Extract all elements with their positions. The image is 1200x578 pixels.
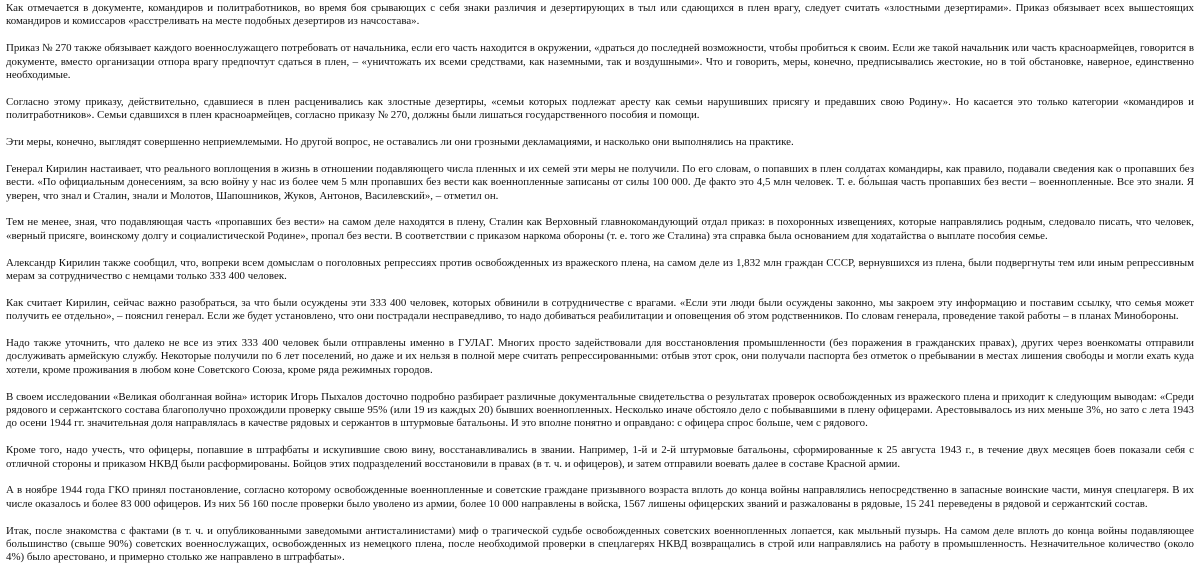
paragraph-9: Надо также уточнить, что далеко не все из этих 333 400 человек были отправлены именно в ГУЛАГ. Многих просто задействовали для восстановления промышленности (без поражения в гражданских правах), других через военкоматы отправили дослуживать армейскую службу. Некоторые получили по 6 лет поселений, но даже и их нельзя в полной мере считать репрессированными: отбыв этот срок, они получали паспорта без отметок о пребывании в местах лишения свободы и могли ехать куда хотели, кроме проживания в любом коне Советского Союза, кроме ряда режимных городов.: [6, 337, 1194, 376]
article-body: [6, 2, 1194, 578]
paragraph-5: Генерал Кирилин настаивает, что реального воплощения в жизнь в отношении подавляющего числа пленных и их семей эти меры не получили. По его словам, о попавших в плен солдатах командиры, как правило, подавали сведения как о пропавших без вести. «По официальным донесениям, за всю войну у нас из более чем 5 млн пропавших без вести как военнопленные записаны от силы 100 000. Де факто это 4,5 млн человек. Т. е. бо́льшая часть пропавших без вести – военнопленные. Все это знали. Я уверен, что знал и Сталин, знали и Молотов, Шапошников, Жуков, Антонов, Василевский», – отметил он.: [6, 162, 1194, 202]
paragraph-8: Как считает Кирилин, сейчас важно разобраться, за что были осуждены эти 333 400 человек, которых обвинили в сотрудничестве с врагами. «Если эти люди были осуждены законно, мы закроем эту информацию и поставим ссылку, что семья может получить ее отдельно», – пояснил генерал. Если же будет установлено, что они пострадали несправедливо, то надо добиваться реабилитации и оповещения об этом родственников. По словам генерала, проведение такой работы – в планах Минобороны.: [6, 296, 1194, 323]
paragraph-11: Кроме того, надо учесть, что офицеры, попавшие в штрафбаты и искупившие свою вину, восстанавливались в звании. Например, 1-й и 2-й штурмовые батальоны, сформированные к 25 августа 1943 г., в течение двух месяцев боев показали себя с отличной стороны и приказом НКВД были расформированы. Бойцов этих подразделений восстановили в правах (в т. ч. и офицеров), и затем отправили воевать далее в составе Красной армии.: [6, 444, 1194, 470]
paragraph-10: В своем исследовании «Великая оболганная война» историк Игорь Пыхалов досточно подробно разбирает различные документальные свидетельства о результатах проверок освобожденных из вражеского плена и приходит к следующим выводам: «Среди рядового и сержантского состава благополучно прохождили проверку свыше 95% (или 19 из каждых 20) бывших военнопленных. Несколько иначе обстояло дело с побывавшими в плену офицерами. Арестовывалось из них меньше 3%, но зато с лета 1943 до осени 1944 гг. значительная доля направлялась в качестве рядовых и сержантов в штурмовые батальоны. И это вполне понятно и оправдано: с офицера спрос больше, чем с рядового.: [6, 390, 1194, 430]
paragraph-3: Согласно этому приказу, действительно, сдавшиеся в плен расценивались как злостные дезертиры, «семьи которых подлежат аресту как семьи нарушивших присягу и предавших свою Родину». Но касается это только категории «командиров и политработников». Семьи сдавшихся в плен красноармейцев, согласно приказу № 270, должны были лишаться государственного пособия и помощи.: [6, 95, 1194, 122]
paragraph-12: А в ноябре 1944 года ГКО принял постановление, согласно которому освобожденные военнопленные и советские граждане призывного возраста вплоть до конца войны направлялись непосредственно в запасные воинские части, минуя спецлагеря. В их числе оказалось и более 83 000 офицеров. Из них 56 160 после проверки было уволено из армии, более 10 000 направлены в войска, 1567 лишены офицерских званий и разжалованы в рядовые, 15 241 переведены в рядовой и сержантский состав.: [6, 484, 1194, 510]
paragraph-2: Приказ № 270 также обязывает каждого военнослужащего потребовать от начальника, если его часть находится в окружении, «драться до последней возможности, чтобы пробиться к своим. Если же такой начальник или часть красноармейцев, говорится в документе, вместо организации отпора врагу предпочтут сдаться в плен, – «уничтожать их всеми средствами, как наземными, так и воздушными». Что и говорить, меры, конечно, предписывались жестокие, но в той обстановке, наверное, единственно необходимые.: [6, 42, 1194, 82]
paragraph-7: Александр Кирилин также сообщил, что, вопреки всем домыслам о поголовных репрессиях против освобожденных из вражеского плена, на самом деле из 1,832 млн граждан СССР, вернувшихся из плена, были подвергнуты тем или иным репрессивным мерам за сотрудничество с немцами только 333 400 человек.: [6, 256, 1194, 283]
paragraph-6: Тем не менее, зная, что подавляющая часть «пропавших без вести» на самом деле находятся в плену, Сталин как Верховный главнокомандующий отдал приказ: в похоронных извещениях, которые направлялись родным, следовало писать, что человек, «верный присяге, воинскому долгу и социалистической Родине», пропал без вести. В соответствии с приказом наркома обороны (т. е. того же Сталина) эта справка была основанием для ходатайства о выплате пособия семье.: [6, 216, 1194, 242]
paragraph-13: Итак, после знакомства с фактами (в т. ч. и опубликованными заведомыми антисталинистами) миф о трагической судьбе освобожденных советских военнопленных лопается, как мыльный пузырь. На самом деле вплоть до конца войны подавляющее большинство (свыше 90%) советских военнослужащих, освобожденных из немецкого плена, после необходимой проверки в спецлагерях НКВД возвращались в строй или направлялись на работу в промышленность. Незначительное количество (около 4%) было арестовано, и примерно столько же направлено в штрафбаты».: [6, 524, 1194, 564]
paragraph-1: Как отмечается в документе, командиров и политработников, во время боя срывающих с себя знаки различия и дезертирующих в тыл или сдающихся в плен врагу, следует считать «злостными дезертирами». Приказ обязывает всех вышестоящих командиров и комиссаров «расстреливать на месте подобных дезертиров из начсостава».: [6, 2, 1194, 28]
paragraph-4: Эти меры, конечно, выглядят совершенно неприемлемыми. Но другой вопрос, не оставались ли они грозными декламациями, и насколько они выполнялись на практике.: [6, 136, 794, 149]
